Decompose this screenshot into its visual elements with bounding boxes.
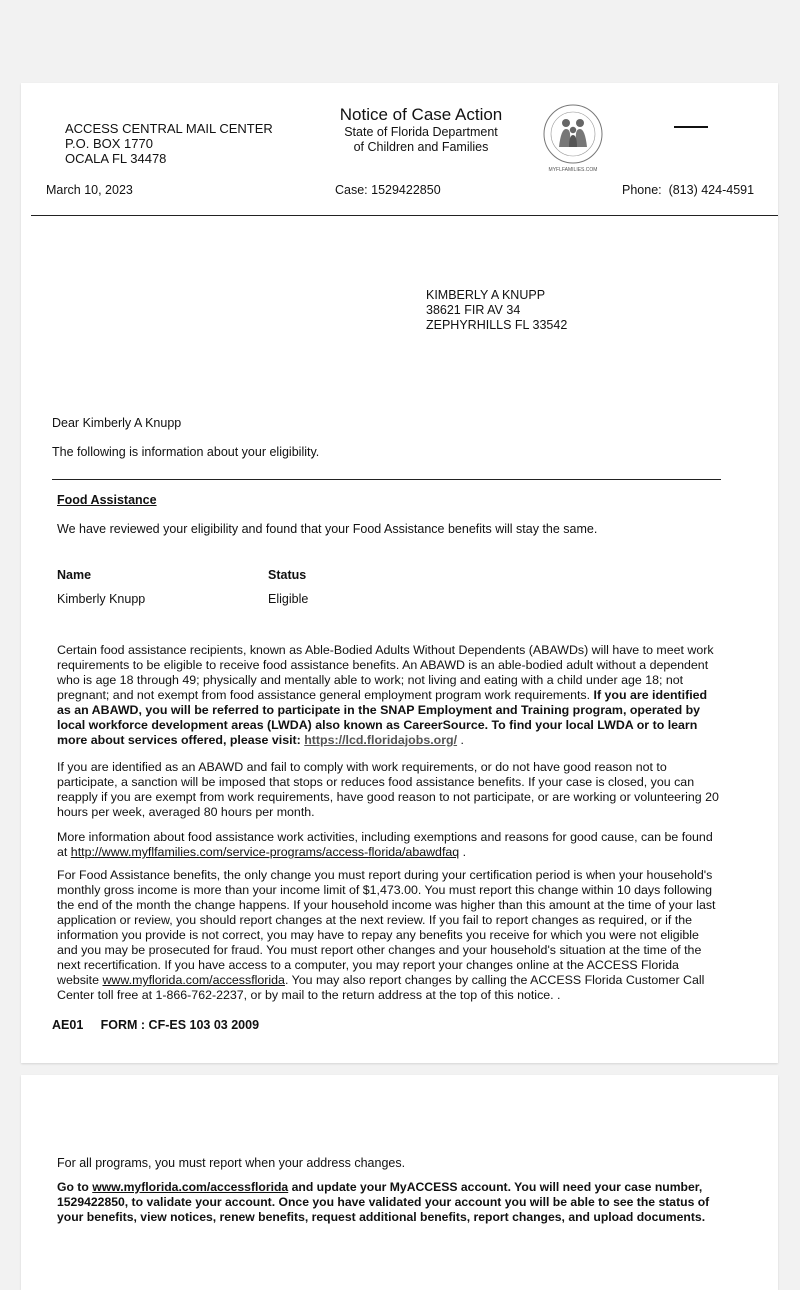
- intro-text: The following is information about your eligibility.: [52, 445, 320, 459]
- greeting: Dear Kimberly A Knupp: [52, 416, 182, 430]
- sender-address: [65, 121, 273, 166]
- reporting-text: For Food Assistance benefits, the only change you must report during your certification period is when your household's monthly gross income is more than your income limit of $1,473.00. You must report this change within 10 days following the end of the month the change happens. If your household income was higher than this amount at the time of your last application or review, you should report changes at the next review. If you fail to report changes as required, or if the information you provide is not correct, you may have to repay any benefits you receive for which you were not eligible and you may be prosecuted for fraud. You must report other changes and your household's situation at the time of the next recertification. If you have access to a computer, you may report your changes online at the ACCESS Florida website: [57, 868, 716, 987]
- reporting-paragraph: [57, 868, 721, 1003]
- case-number: Case: 1529422850: [335, 183, 441, 197]
- notice-heading: [321, 105, 521, 155]
- notice-title: Notice of Case Action: [339, 105, 503, 124]
- header-divider: [31, 215, 778, 216]
- section-heading: Food Assistance: [57, 493, 157, 507]
- recipient-address: [426, 288, 567, 333]
- reporting-text-end: . You may also report changes by calling the ACCESS Florida Customer Call Center toll free at 1-866-762-2237, or by mail to the return address at the top of this notice. .: [57, 973, 705, 1002]
- table-cell-status: Eligible: [268, 592, 309, 606]
- access-florida-link[interactable]: www.myflorida.com/accessflorida: [102, 973, 285, 987]
- section-divider: [52, 479, 721, 480]
- abawd-paragraph: Certain food assistance recipients, known as Able-Bodied Adults Without Dependents (ABAWDs) will have to meet work requirements to be eligible to receive food assistance benefits. An ABAWD is an able-bodied adult without a dependent who is age 18 through 49; physically and mentally able to work; not living and eating with a child under age 18; not pregnant; and not exempt from food assistance general employment program work requirements. If you are identified as an ABAWD, you will be referred to participate in the SNAP Employment and Training program, operated by local workforce development areas (LWDA) also known as CareerSource. To find your local LWDA or to learn more about services offered, please visit: https://lcd.floridajobs.org/ .: [57, 643, 714, 747]
- form-id: AE01 FORM : CF-ES 103 03 2009: [52, 1018, 260, 1032]
- table-header-name: Name: [57, 568, 92, 582]
- recipient-line: 38621 FIR AV 34: [426, 303, 521, 317]
- notice-date: March 10, 2023: [46, 183, 133, 197]
- agency-line: of Children and Families: [353, 140, 489, 154]
- more-info-paragraph: More information about food assistance work activities, including exemptions and reasons for good cause, can be found at http://www.myflfamilies.com/service-programs/access-florida/abawdfaq .: [57, 830, 713, 859]
- sender-line: OCALA FL 34478: [65, 151, 167, 166]
- address-change-note: For all programs, you must report when your address changes.: [57, 1156, 406, 1170]
- careersource-link[interactable]: https://lcd.floridajobs.org/: [304, 733, 458, 747]
- goto-prefix: Go to: [57, 1180, 89, 1194]
- table-cell-name: Kimberly Knupp: [57, 592, 146, 606]
- seal-caption: MYFLFAMILIES.COM: [548, 167, 598, 173]
- abawd-faq-link[interactable]: http://www.myflfamilies.com/service-programs/access-florida/abawdfaq: [70, 845, 460, 859]
- sender-line: P.O. BOX 1770: [65, 136, 153, 151]
- eligibility-summary: We have reviewed your eligibility and found that your Food Assistance benefits will stay the same.: [57, 522, 598, 536]
- myaccess-instructions: [57, 1180, 717, 1225]
- phone-number: Phone: (813) 424-4591: [622, 183, 755, 197]
- notice-page-2: [21, 1075, 778, 1290]
- header-dash: [674, 126, 708, 128]
- table-header-status: Status: [268, 568, 307, 582]
- goto-text: and update your MyACCESS account. You will need your case number, 1529422850, to validate your account. Once you have validated your account you will be able to see the status of your benefits, view notices, renew benefits, request additional benefits, report changes, and upload documents.: [57, 1180, 710, 1224]
- notice-page-1: [21, 83, 778, 1063]
- abawd-bold-text: If you are identified as an ABAWD, you will be referred to participate in the SNAP Employment and Training program, operated by local workforce development areas (LWDA) also known as CareerSource. To find your local LWDA or to learn more about services offered, please visit:: [57, 688, 708, 747]
- abawd-text: Certain food assistance recipients, known as Able-Bodied Adults Without Dependents (ABAWDs) will have to meet work requirements to be eligible to receive food assistance benefits. An ABAWD is an able-bodied adult without a dependent who is age 18 through 49; physically and mentally able to work; not living and eating with a child under age 18; not pregnant; and not exempt from food assistance general employment program work requirements.: [57, 643, 714, 702]
- sender-line: ACCESS CENTRAL MAIL CENTER: [65, 121, 273, 136]
- dcf-seal-logo: [539, 103, 607, 173]
- more-info-text: More information about food assistance work activities, including exemptions and reasons for good cause, can be found at: [57, 830, 713, 859]
- myaccess-link[interactable]: www.myflorida.com/accessflorida: [92, 1180, 289, 1194]
- sanction-paragraph: If you are identified as an ABAWD and fail to comply with work requirements, or do not have good reason not to participate, a sanction will be imposed that stops or reduces food assistance benefits. If your case is closed, you can reapply if you are exempt from work requirements, have good reason to not participate, or are working or volunteering 20 hours per week, averaged 80 hours per month.: [57, 760, 719, 819]
- recipient-line: KIMBERLY A KNUPP: [426, 288, 546, 302]
- agency-line: State of Florida Department: [344, 125, 498, 139]
- recipient-line: ZEPHYRHILLS FL 33542: [426, 318, 568, 332]
